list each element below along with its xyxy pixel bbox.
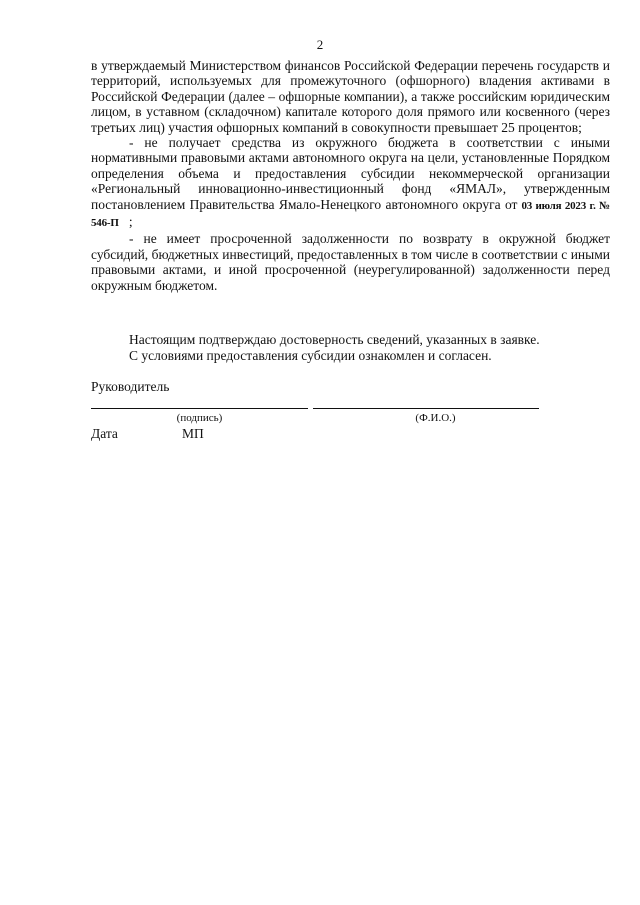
resolution-date-stamp: 03 июля 2023 г. № 546-П [91,199,610,230]
signature-caption: (подпись) [176,412,223,424]
confirmation-line-conditions: С условиями предоставления субсидии ознакомлен и согласен. [129,348,492,363]
paragraph-budget-funds-text: - не получает средства из окружного бюджета в соответствии с иными нормативными правовыми актами автономного округа на цели, установленные Порядком определения объема и предоставления субсидии некоммерческой организации «Региональный инновационно-инвестиционный фонд «ЯМАЛ», утвержденным постановлением Правительства Ямало-Ненецкого автономного округа от [91,135,610,212]
name-line [313,408,539,409]
paragraph-overdue-debt: - не имеет просроченной задолженности по возврату в окружной бюджет субсидий, бюджетных инвестиций, предоставленных в том числе в соответствии с иными правовыми актами, и иной просроченной (неурегулированной) задолженности перед окружным бюджетом. [91,231,610,293]
confirmation-line-accuracy: Настоящим подтверждаю достоверность сведений, указанных в заявке. [129,332,540,347]
confirmation-block [91,332,610,364]
paragraph-budget-funds-end: ; [128,214,133,230]
signature-line [91,408,308,409]
date-label: Дата [91,426,118,441]
name-caption: (Ф.И.О.) [415,412,456,424]
paragraph-offshore: в утверждаемый Министерством финансов Российской Федерации перечень государств и территорий, используемых для промежуточного (офшорного) владения активами в Российской Федерации (далее – офшорные компании), а также российским юридическим лицом, в уставном (складочном) капитале которого доля прямого или косвенного (через третьих лиц) участия офшорных компаний в совокупности превышает 25 процентов; [91,58,610,135]
leader-label: Руководитель [91,379,170,394]
document-body [91,58,610,293]
page-number: 2 [316,37,324,52]
paragraph-budget-funds [91,135,610,231]
stamp-label: МП [182,426,204,441]
